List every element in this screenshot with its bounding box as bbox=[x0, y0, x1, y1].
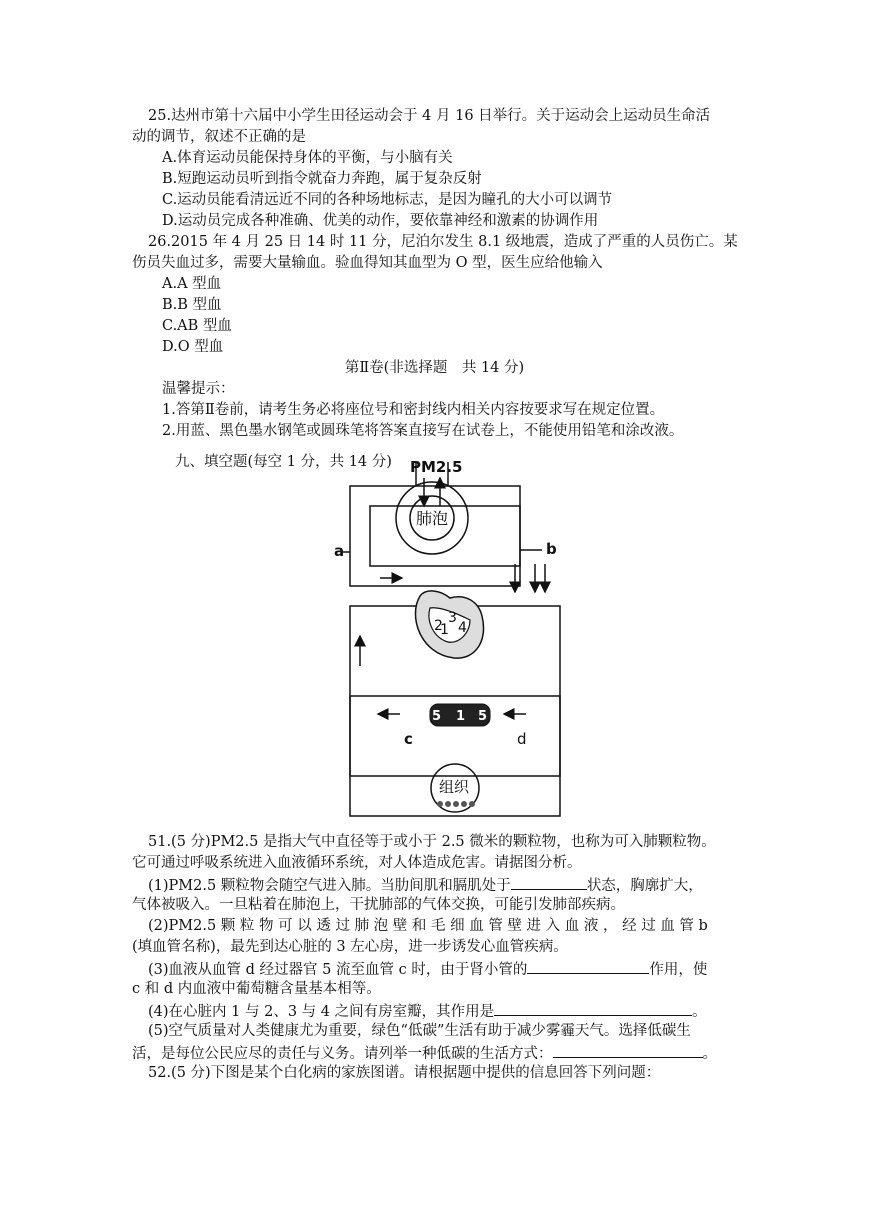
q51-part1-line2: 气体被吸入。一旦粘着在肺泡上，干扰肺部的气体交换，可能引发肺部疾病。 bbox=[132, 897, 625, 913]
q51-intro-line1: 51.(5 分)PM2.5 是指大气中直径等于或小于 2.5 微米的颗粒物，也称为可入肺颗粒物。 bbox=[148, 834, 716, 850]
label-5-left: 5 bbox=[432, 709, 442, 724]
q25-stem-line1: 25.达州市第十六届中小学生田径运动会于 4 月 16 日举行。关于运动会上运动员生命活 bbox=[148, 108, 711, 124]
label-4: 4 bbox=[458, 620, 467, 636]
q51-part5-text: 活，是每位公民应尽的责任与义务。请列举一种低碳的生活方式： bbox=[132, 1046, 553, 1062]
q26-option-a: A.A 型血 bbox=[162, 276, 222, 292]
q26-option-c: C.AB 型血 bbox=[162, 318, 232, 334]
q51-part1-text-a: (1)PM2.5 颗粒物会随空气进入肺。当肋间肌和膈肌处于 bbox=[148, 878, 511, 894]
q51-part1-text-b: 状态，胸廓扩大， bbox=[586, 878, 703, 894]
tip-1: 1.答第Ⅱ卷前，请考生务必将座位号和密封线内相关内容按要求写在规定位置。 bbox=[162, 402, 665, 418]
q26-stem-line1: 26.2015 年 4 月 25 日 14 时 11 分，尼泊尔发生 8.1 级地震，造成了严重的人员伤亡。某 bbox=[148, 234, 738, 250]
label-1: 1 bbox=[440, 622, 449, 638]
q26-option-d: D.O 型血 bbox=[162, 339, 224, 355]
answer-blank-4[interactable] bbox=[494, 1000, 692, 1016]
q51-part3-text-b: 作用，使 bbox=[649, 962, 708, 978]
label-c: c bbox=[404, 730, 413, 748]
q52-stem: 52.(5 分)下图是某个白化病的家族图谱。请根据题中提供的信息回答下列问题： bbox=[148, 1065, 661, 1081]
answer-blank-3[interactable] bbox=[527, 958, 649, 974]
q51-part4-line bbox=[148, 1000, 707, 1022]
q26-option-b: B.B 型血 bbox=[162, 297, 222, 313]
circulation-diagram bbox=[330, 456, 570, 820]
q51-part5-line1: (5)空气质量对人类健康尤为重要，绿色“低碳”生活有助于减少雾霾天气。选择低碳生 bbox=[148, 1023, 691, 1039]
label-tissue: 组织 bbox=[439, 778, 470, 796]
q25-stem-line2: 动的调节，叙述不正确的是 bbox=[132, 129, 306, 145]
q51-part4-text: (4)在心脏内 1 与 2、3 与 4 之间有房室瓣，其作用是 bbox=[148, 1004, 495, 1020]
tip-2: 2.用蓝、黑色墨水钢笔或圆珠笔将答案直接写在试卷上，不能使用铅笔和涂改液。 bbox=[162, 423, 684, 439]
q25-option-a: A.体育运动员能保持身体的平衡，与小脑有关 bbox=[162, 150, 453, 166]
label-3: 3 bbox=[448, 610, 457, 626]
q51-part5-line2 bbox=[132, 1042, 717, 1064]
label-1-kidney: 1 bbox=[456, 709, 466, 724]
q25-option-d: D.运动员完成各种准确、优美的动作，要依靠神经和激素的协调作用 bbox=[162, 213, 599, 229]
part9-title: 九、填空题(每空 1 分，共 14 分) bbox=[175, 454, 392, 470]
q51-part2-line1: (2)PM2.5 颗 粒 物 可 以 透 过 肺 泡 壁 和 毛 细 血 管 壁 进 入 血 液 ， 经 过 血 管 b bbox=[148, 918, 708, 934]
label-5-right: 5 bbox=[478, 709, 488, 724]
section2-title: 第Ⅱ卷(非选择题 共 14 分) bbox=[344, 360, 525, 376]
q25-option-c: C.运动员能看清远近不同的各种场地标志，是因为瞳孔的大小可以调节 bbox=[162, 192, 613, 208]
q51-part4-end: 。 bbox=[692, 1004, 707, 1020]
q51-part1-line1 bbox=[148, 874, 703, 896]
q51-part3-text-a: (3)血液从血管 d 经过器官 5 流至血管 c 时，由于肾小管的 bbox=[148, 962, 528, 978]
label-d: d bbox=[517, 730, 527, 748]
q51-part2-line2: (填血管名称)，最先到达心脏的 3 左心房，进一步诱发心血管疾病。 bbox=[132, 939, 568, 955]
q25-option-b: B.短跑运动员听到指令就奋力奔跑，属于复杂反射 bbox=[162, 171, 482, 187]
tip-title: 温馨提示： bbox=[162, 381, 235, 397]
q51-intro-line2: 它可通过呼吸系统进入血液循环系统，对人体造成危害。请据图分析。 bbox=[132, 855, 582, 871]
label-lung: 肺泡 bbox=[416, 509, 449, 528]
answer-blank-5[interactable] bbox=[553, 1042, 703, 1058]
q26-stem-line2: 伤员失血过多，需要大量输血。验血得知其血型为 O 型，医生应给他输入 bbox=[132, 255, 603, 271]
q51-part3-line1 bbox=[148, 958, 707, 980]
label-a: a bbox=[334, 542, 345, 560]
label-pm25: PM2.5 bbox=[410, 458, 463, 476]
q51-part5-end: 。 bbox=[702, 1046, 717, 1062]
answer-blank-1[interactable] bbox=[511, 874, 587, 890]
label-2: 2 bbox=[434, 618, 443, 634]
label-b: b bbox=[546, 540, 557, 558]
q51-part3-line2: c 和 d 内血液中葡萄糖含量基本相等。 bbox=[132, 981, 381, 997]
